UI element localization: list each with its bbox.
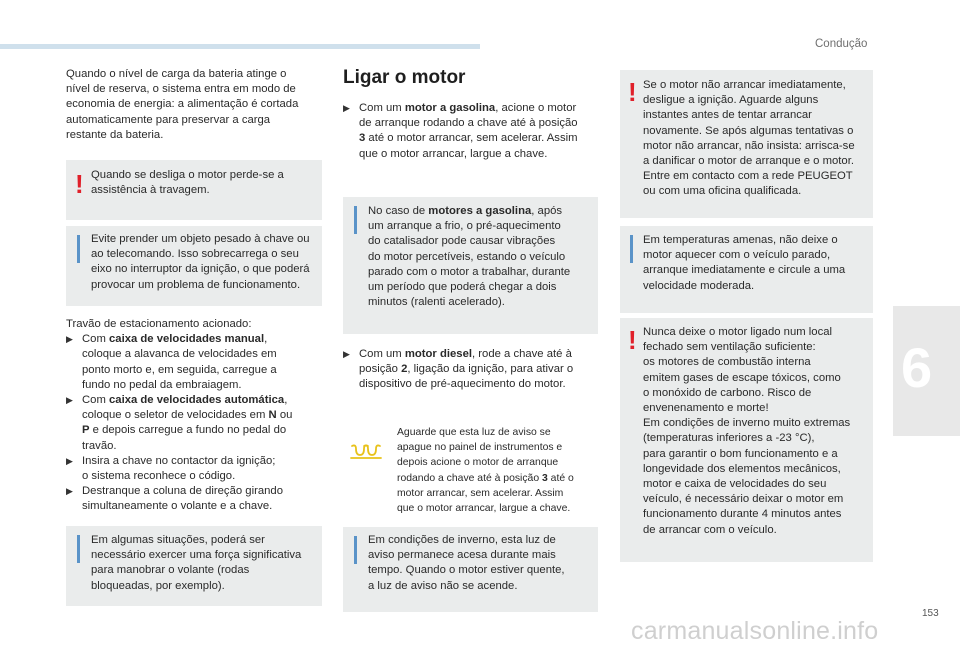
- info-box-petrol: No caso de motores a gasolina, após um arranque a frio, o pré-aquecimento do catalisador pode causar vibrações do motor percetíveis, estando o veículo parado com o motor a trabalhar, durante um período que poderá chegar a dois minutos (ralenti acelerado).: [343, 197, 598, 334]
- header-bar: [0, 44, 480, 49]
- info-box-winter: Em condições de inverno, esta luz de aviso permanece acesa durante mais tempo. Quando o motor estiver quente, a luz de aviso não se acende.: [343, 527, 598, 612]
- info-icon: [630, 235, 633, 263]
- warning-box-brake: ! Quando se desliga o motor perde-se a assistência à travagem.: [66, 160, 322, 220]
- list-item: ▶ Com um motor diesel, rode a chave até à posição 2, ligação da ignição, para ativar o dispositivo de pré-aquecimento do motor.: [343, 348, 574, 391]
- list-item: ▶ Com caixa de velocidades manual, coloque a alavanca de velocidades em ponto morto e, em seguida, carregue a fundo no pedal da embraiagem.: [66, 333, 277, 391]
- warning-icon: !: [628, 325, 637, 355]
- warning-icon: !: [75, 169, 84, 199]
- list-item: ▶ Insira a chave no contactor da ignição; o sistema reconhece o código.: [66, 454, 276, 483]
- parking-brake-section: Travão de estacionamento acionado: ▶ Com caixa de velocidades manual, coloque a alavanca de velocidades em ponto morto e, em seguida, carregue a fundo no pedal da embraiagem. ▶ Com caixa de velocidades automática, coloque o seletor de velocidades em N ou P e depois carregue a fundo no pedal do travão. ▶ Insira a chave no contactor da ignição; o sistema reconhece o código. ▶ Destranque a coluna de direção girando simultaneamente o volante e a chave.: [66, 317, 328, 515]
- page-title: Ligar o motor: [343, 67, 466, 88]
- watermark: carmanualsonline.info: [631, 617, 879, 645]
- section-title: Condução: [815, 38, 868, 50]
- bullet-arrow-icon: ▶: [66, 455, 73, 466]
- info-box-key: Evite prender um objeto pesado à chave ou ao telecomando. Isso sobrecarrega o seu eixo no interruptor da ignição, o que poderá provocar um problema de funcionamento.: [66, 226, 322, 306]
- list-item: ▶ Destranque a coluna de direção girando simultaneamente o volante e a chave.: [66, 485, 283, 513]
- bullet-arrow-icon: ▶: [343, 349, 350, 359]
- info-icon: [77, 235, 80, 263]
- bullet-arrow-icon: ▶: [66, 395, 73, 406]
- bullet-arrow-icon: ▶: [66, 334, 73, 345]
- warning-box-no-start: ! Se o motor não arrancar imediatamente, desligue a ignição. Aguarde alguns instantes antes de tentar arrancar novamente. Se após algumas tentativas o motor não arrancar, não insista: arrisca-se a danificar o motor de arranque e o motor. Entre em contacto com a rede PEUGEOT ou com uma oficina qualificada.: [620, 70, 873, 218]
- glow-plug-paragraph: Aguarde que esta luz de aviso se apague no painel de instrumentos e depois acione o motor de arranque rodando a chave até à posição 3 até o motor arrancar, sem acelerar. Assim que o motor arrancar, largue a chave.: [397, 427, 574, 515]
- chapter-number: 6: [901, 336, 933, 399]
- intro-paragraph: Quando o nível de carga da bateria atinge o nível de reserva, o sistema entra em modo de economia de energia: a alimentação é cortada automaticamente para preservar a carga restante da bateria.: [66, 68, 299, 141]
- diesel-start-paragraph: [343, 347, 605, 393]
- petrol-start-paragraph: [343, 101, 605, 162]
- info-box-mild-temp: Em temperaturas amenas, não deixe o motor aquecer com o veículo parado, arranque imediatamente e circule a uma velocidade moderada.: [620, 226, 873, 313]
- list-item: ▶ Com um motor a gasolina, acione o motor de arranque rodando a chave até à posição 3 até o motor arrancar, sem acelerar. Assim que o motor arrancar, largue a chave.: [343, 102, 578, 160]
- info-icon: [354, 536, 357, 564]
- glow-plug-warning-icon: [349, 443, 383, 461]
- info-icon: [77, 535, 80, 563]
- info-box-steering: Em algumas situações, poderá ser necessário exercer uma força significativa para manobrar o volante (rodas bloqueadas, por exemplo).: [66, 526, 322, 606]
- warning-box-ventilation: ! Nunca deixe o motor ligado num local fechado sem ventilação suficiente: os motores de combustão interna emitem gases de escape tóxicos, como o monóxido de carbono. Risco de envenenamento e morte! Em condições de inverno muito extremas (temperaturas inferiores a -23 °C), para garantir o bom funcionamento e a longevidade dos elementos mecânicos, motor e caixa de velocidades do seu veículo, é necessário deixar o motor em funcionamento durante 4 minutos antes de arrancar com o veículo.: [620, 318, 873, 562]
- page-number: 153: [922, 608, 939, 619]
- warning-icon: !: [628, 77, 637, 107]
- info-icon: [354, 206, 357, 234]
- bullet-arrow-icon: ▶: [343, 103, 350, 113]
- list-item: ▶ Com caixa de velocidades automática, coloque o seletor de velocidades em N ou P e depois carregue a fundo no pedal do travão.: [66, 394, 293, 452]
- bullet-arrow-icon: ▶: [66, 486, 73, 497]
